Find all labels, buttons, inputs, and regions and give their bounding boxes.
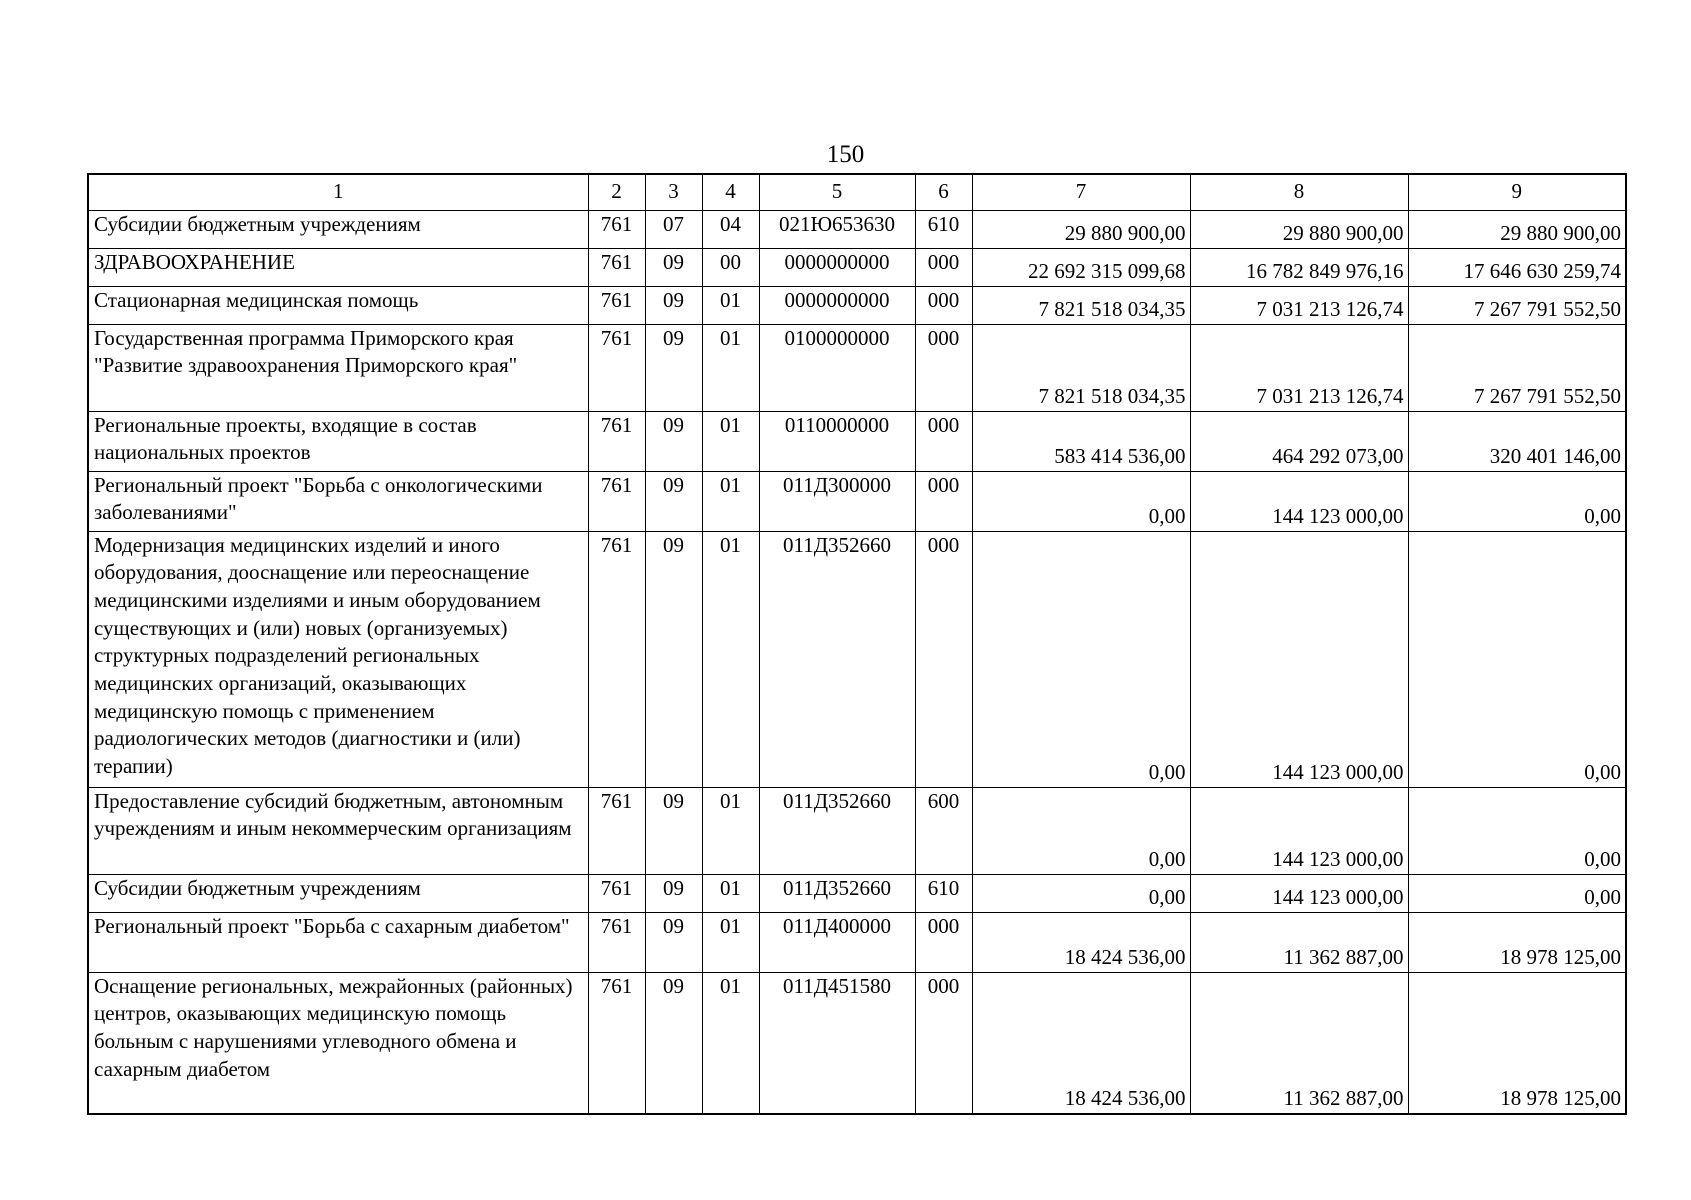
code-cell: 09	[645, 471, 702, 531]
code-cell: 09	[645, 874, 702, 912]
header-cell: 4	[702, 174, 759, 210]
code-cell: 761	[588, 471, 645, 531]
amount-cell: 144 123 000,00	[1190, 531, 1408, 787]
table-row	[88, 972, 1626, 1114]
amount-cell: 7 031 213 126,74	[1190, 286, 1408, 324]
code-cell: 0100000000	[759, 324, 915, 411]
code-cell: 09	[645, 912, 702, 972]
row-name-cell: Государственная программа Приморского края "Развитие здравоохранения Приморского края"	[88, 324, 588, 411]
code-cell: 011Д352660	[759, 874, 915, 912]
code-cell: 000	[915, 471, 972, 531]
code-cell: 610	[915, 210, 972, 248]
page-number: 150	[826, 141, 865, 168]
code-cell: 000	[915, 286, 972, 324]
amount-cell: 0,00	[1408, 787, 1626, 874]
amount-cell: 29 880 900,00	[1190, 210, 1408, 248]
row-name-cell: Оснащение региональных, межрайонных (районных) центров, оказывающих медицинскую помощь больным с нарушениями углеводного обмена и сахарным диабетом	[88, 972, 588, 1114]
header-cell: 9	[1408, 174, 1626, 210]
code-cell: 09	[645, 787, 702, 874]
amount-cell: 464 292 073,00	[1190, 411, 1408, 471]
code-cell: 011Д352660	[759, 787, 915, 874]
amount-cell: 0,00	[1408, 874, 1626, 912]
code-cell: 011Д451580	[759, 972, 915, 1114]
header-cell: 3	[645, 174, 702, 210]
row-name-cell: Субсидии бюджетным учреждениям	[88, 874, 588, 912]
amount-cell: 18 978 125,00	[1408, 972, 1626, 1114]
code-cell: 09	[645, 248, 702, 286]
code-cell: 000	[915, 411, 972, 471]
amount-cell: 7 267 791 552,50	[1408, 324, 1626, 411]
amount-cell: 29 880 900,00	[1408, 210, 1626, 248]
code-cell: 610	[915, 874, 972, 912]
amount-cell: 18 424 536,00	[972, 972, 1190, 1114]
amount-cell: 144 123 000,00	[1190, 787, 1408, 874]
code-cell: 01	[702, 912, 759, 972]
amount-cell: 0,00	[972, 787, 1190, 874]
table-row	[88, 912, 1626, 972]
code-cell: 000	[915, 324, 972, 411]
code-cell: 761	[588, 324, 645, 411]
row-name-cell: Предоставление субсидий бюджетным, автономным учреждениям и иным некоммерческим организациям	[88, 787, 588, 874]
code-cell: 761	[588, 874, 645, 912]
amount-cell: 17 646 630 259,74	[1408, 248, 1626, 286]
code-cell: 761	[588, 531, 645, 787]
table-row	[88, 787, 1626, 874]
code-cell: 01	[702, 787, 759, 874]
code-cell: 000	[915, 248, 972, 286]
amount-cell: 0,00	[1408, 531, 1626, 787]
code-cell: 01	[702, 531, 759, 787]
header-cell: 7	[972, 174, 1190, 210]
amount-cell: 0,00	[972, 531, 1190, 787]
header-cell: 1	[88, 174, 588, 210]
code-cell: 761	[588, 411, 645, 471]
code-cell: 761	[588, 286, 645, 324]
amount-cell: 22 692 315 099,68	[972, 248, 1190, 286]
amount-cell: 11 362 887,00	[1190, 972, 1408, 1114]
code-cell: 011Д400000	[759, 912, 915, 972]
code-cell: 761	[588, 248, 645, 286]
amount-cell: 144 123 000,00	[1190, 471, 1408, 531]
row-name-cell: Стационарная медицинская помощь	[88, 286, 588, 324]
row-name-cell: Региональный проект "Борьба с сахарным диабетом"	[88, 912, 588, 972]
code-cell: 761	[588, 972, 645, 1114]
amount-cell: 320 401 146,00	[1408, 411, 1626, 471]
amount-cell: 11 362 887,00	[1190, 912, 1408, 972]
code-cell: 021Ю653630	[759, 210, 915, 248]
table-row	[88, 471, 1626, 531]
row-name-cell: Региональные проекты, входящие в состав национальных проектов	[88, 411, 588, 471]
code-cell: 09	[645, 324, 702, 411]
code-cell: 000	[915, 531, 972, 787]
amount-cell: 0,00	[972, 471, 1190, 531]
code-cell: 01	[702, 324, 759, 411]
amount-cell: 144 123 000,00	[1190, 874, 1408, 912]
code-cell: 09	[645, 411, 702, 471]
amount-cell: 0,00	[972, 874, 1190, 912]
table-row	[88, 874, 1626, 912]
table-row	[88, 411, 1626, 471]
amount-cell: 7 821 518 034,35	[972, 324, 1190, 411]
table-row	[88, 324, 1626, 411]
header-cell: 5	[759, 174, 915, 210]
code-cell: 01	[702, 286, 759, 324]
amount-cell: 7 821 518 034,35	[972, 286, 1190, 324]
budget-table	[87, 173, 1627, 1115]
code-cell: 0000000000	[759, 248, 915, 286]
amount-cell: 0,00	[1408, 471, 1626, 531]
row-name-cell: Модернизация медицинских изделий и иного оборудования, дооснащение или переоснащение медицинскими изделиями и иным оборудованием существующих и (или) новых (организуемых) структурных подразделений региональных медицинских организаций, оказывающих медицинскую помощь с применением радиологических методов (диагностики и (или) терапии)	[88, 531, 588, 787]
code-cell: 01	[702, 471, 759, 531]
table-row	[88, 248, 1626, 286]
row-name-cell: Субсидии бюджетным учреждениям	[88, 210, 588, 248]
row-name-cell: Региональный проект "Борьба с онкологическими заболеваниями"	[88, 471, 588, 531]
amount-cell: 7 031 213 126,74	[1190, 324, 1408, 411]
table-row	[88, 531, 1626, 787]
table-row	[88, 286, 1626, 324]
code-cell: 04	[702, 210, 759, 248]
code-cell: 011Д300000	[759, 471, 915, 531]
code-cell: 0000000000	[759, 286, 915, 324]
code-cell: 0110000000	[759, 411, 915, 471]
code-cell: 000	[915, 912, 972, 972]
header-cell: 8	[1190, 174, 1408, 210]
code-cell: 07	[645, 210, 702, 248]
amount-cell: 7 267 791 552,50	[1408, 286, 1626, 324]
amount-cell: 29 880 900,00	[972, 210, 1190, 248]
code-cell: 09	[645, 972, 702, 1114]
code-cell: 01	[702, 972, 759, 1114]
header-cell: 2	[588, 174, 645, 210]
code-cell: 01	[702, 874, 759, 912]
amount-cell: 16 782 849 976,16	[1190, 248, 1408, 286]
header-cell: 6	[915, 174, 972, 210]
code-cell: 09	[645, 531, 702, 787]
amount-cell: 18 978 125,00	[1408, 912, 1626, 972]
code-cell: 00	[702, 248, 759, 286]
code-cell: 09	[645, 286, 702, 324]
table-header-row	[88, 174, 1626, 210]
amount-cell: 583 414 536,00	[972, 411, 1190, 471]
table-row	[88, 210, 1626, 248]
code-cell: 761	[588, 787, 645, 874]
row-name-cell: ЗДРАВООХРАНЕНИЕ	[88, 248, 588, 286]
amount-cell: 18 424 536,00	[972, 912, 1190, 972]
code-cell: 011Д352660	[759, 531, 915, 787]
code-cell: 761	[588, 210, 645, 248]
code-cell: 01	[702, 411, 759, 471]
code-cell: 000	[915, 972, 972, 1114]
code-cell: 761	[588, 912, 645, 972]
code-cell: 600	[915, 787, 972, 874]
